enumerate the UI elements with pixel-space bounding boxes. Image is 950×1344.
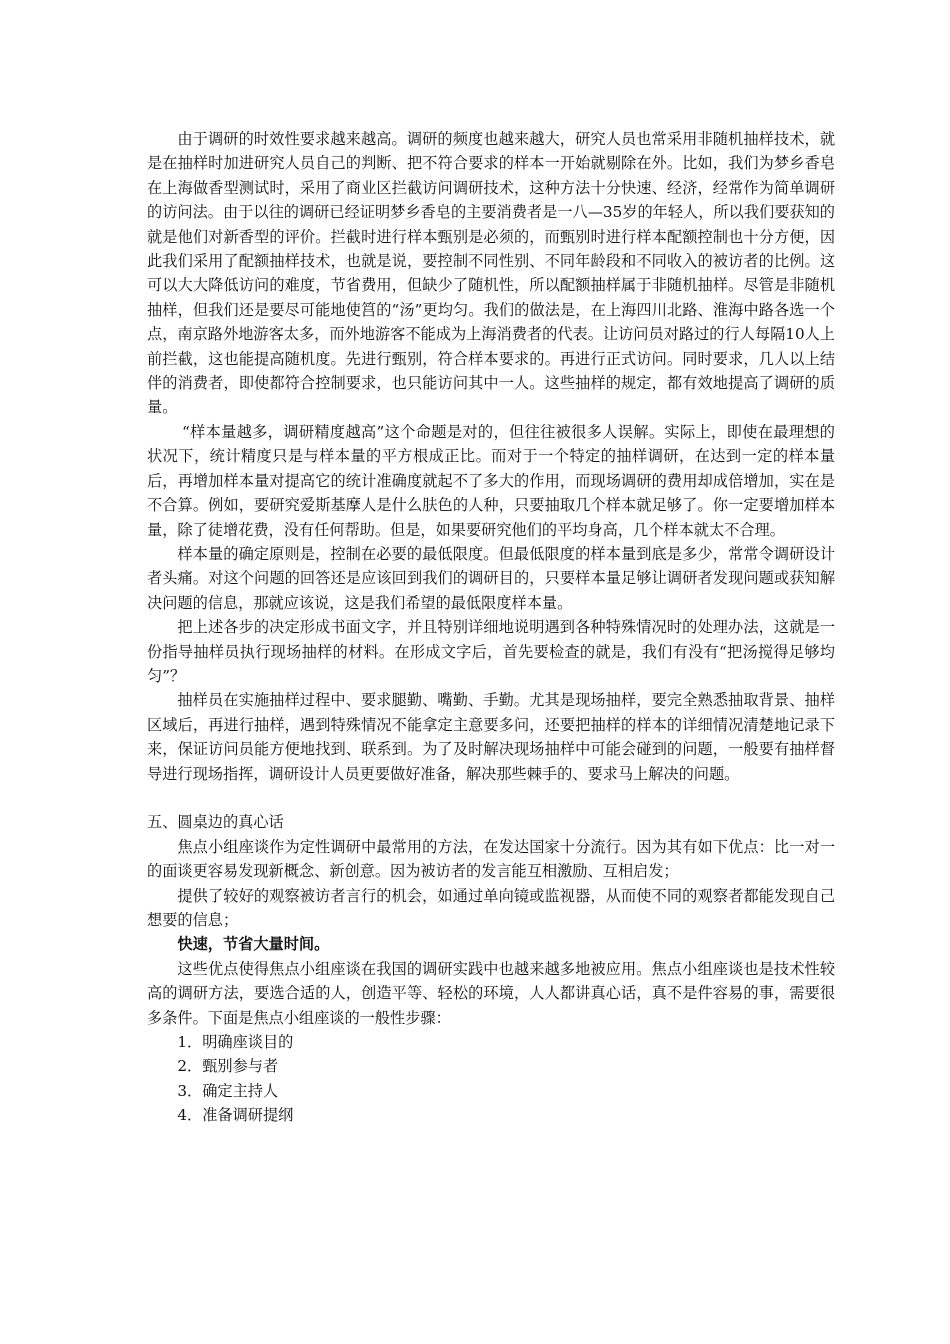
paragraph-sampling-practice: 由于调研的时效性要求越来越高。调研的频度也越来越大，研究人员也常采用非随机抽样技术，就是在抽样时加进研究人员自己的判断、把不符合要求的样本一开始就剔除在外。比如，我们为梦乡香皂在上海做香型测试时，采用了商业区拦截访问调研技术，这种方法十分快速、经济，经常作为简单调研的访问法。由于以往的调研已经证明梦乡香皂的主要消费者是一八—35岁的年轻人，所以我们要获知的就是他们对新香型的评价。拦截时进行样本甄别是必须的，而甄别时进行样本配额控制也十分方便，因此我们采用了配额抽样技术，也就是说，要控制不同性别、不同年龄段和不同收入的被访者的比例。这可以大大降低访问的难度，节省费用，但缺少了随机性，所以配额抽样属于非随机抽样。尽管是非随机抽样，但我们还是要尽可能地使筥的“汤”更均匀。我们的做法是，在上海四川北路、淮海中路各选一个点，南京路外地游客太多，而外地游客不能成为上海消费者的代表。让访问员对路过的行人每隔10人上前拦截，这也能提高随机度。先进行甄别，符合样本要求的。再进行正式访问。同时要求，几人以上结伴的消费者，即使都符合控制要求，也只能访问其中一人。这些抽样的规定，都有效地提高了调研的质量。 [147, 130, 835, 417]
list-item: 2．甄别参与者 [177, 1057, 279, 1076]
section-heading: 五、圆桌边的真心话 [147, 813, 284, 832]
paragraph-focus-group-usage: 这些优点使得焦点小组座谈在我国的调研实践中也越来越多地被应用。焦点小组座谈也是技术性较高的调研方法，要选合适的人，创造平等、轻松的环境，人人都讲真心话，真不是件容易的事，需要很多条件。下面是焦点小组座谈的一般性步骤： [147, 959, 835, 1027]
list-item: 4．准备调研提纲 [177, 1106, 294, 1125]
paragraph-written-guide: 把上述各步的决定形成书面文字，并且特别详细地说明遇到各种特殊情况时的处理办法，这就是一份指导抽样员执行现场抽样的材料。在形成文字后，首先要检查的就是，我们有没有“把汤搅得足够均匀”？ [147, 618, 835, 685]
document-body [147, 127, 835, 1128]
paragraph-focus-group-advantages: 焦点小组座谈作为定性调研中最常用的方法，在发达国家十分流行。因为其有如下优点：比一对一的面谈更容易发现新概念、新创意。因为被访者的发言能互相激励、互相启发； [147, 837, 835, 881]
paragraph-sampler-duties: 抽样员在实施抽样过程中、要求腿勤、嘴勤、手勤。尤其是现场抽样，要完全熟悉抽取背景、抽样区域后，再进行抽样，遇到特殊情况不能拿定主意要多问，还要把抽样的样本的详细情况清楚地记录下来，保证访问员能方便地找到、联系到。为了及时解决现场抽样中可能会碰到的问题，一般要有抽样督导进行现场指挥，调研设计人员更要做好准备，解决那些棘手的、要求马上解决的问题。 [147, 691, 835, 783]
paragraph-sample-size-principle: 样本量的确定原则是，控制在必要的最低限度。但最低限度的样本量到底是多少，常常令调研设计者头痛。对这个问题的回答还是应该回到我们的调研目的，只要样本量足够让调研者发现问题或获知解决问题的信息，那就应该说，这是我们希望的最低限度样本量。 [147, 544, 835, 612]
list-item: 3．确定主持人 [177, 1081, 279, 1100]
paragraph-observation-advantage: 提供了较好的观察被访者言行的机会，如通过单向镜或监视器，从而使不同的观察者都能发现自己想要的信息； [147, 886, 835, 929]
bold-advantage-line: 快速，节省大量时间。 [177, 935, 330, 954]
paragraph-sample-size-myth: “样本量越多，调研精度越高”这个命题是对的，但往往被很多人误解。实际上，即使在最理想的状况下，统计精度只是与样本量的平方根成正比。而对于一个特定的抽样调研，在达到一定的样本量后，再增加样本量对提高它的统计准确度就起不了多大的作用，而现场调研的费用却成倍增加，实在是不合算。例如，要研究爱斯基摩人是什么肤色的人种，只要抽取几个样本就足够了。你一定要增加样本量，除了徒增花费，没有任何帮助。但是，如果要研究他们的平均身高，几个样本就太不合理。 [147, 422, 835, 539]
steps-list [147, 1030, 835, 1128]
list-item: 1．明确座谈目的 [177, 1033, 294, 1052]
